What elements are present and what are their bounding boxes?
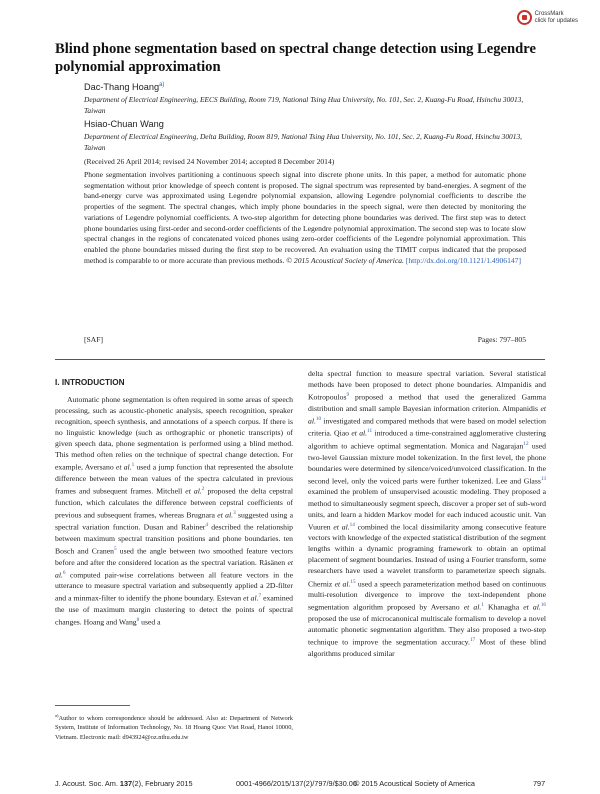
pacs-code: [SAF] [84,335,103,344]
author-1-affiliation: Department of Electrical Engineering, EECS Building, Room 719, National Tsing Hua University, No. 101, Sec. 2, Kuang-Fu Road, Hsinchu 30013, Taiwan [84,95,524,115]
footnote-mark: a) [55,713,59,718]
footer-journal: J. Acoust. Soc. Am. [55,779,118,788]
footer-citation [55,779,193,788]
author-2 [84,119,164,129]
footnote-divider [55,705,130,706]
body-column-left: Automatic phone segmentation is often required in some areas of speech processing, such as acoustic-phonetic analysis, speech recognition, speaker recognition, speech synthesis, and annotations of a speech corpus. If there is no linguistic knowledge (such as orthographic or phonetic transcripts) of given speech data, phone segmentation is performed using a blind method. This method often relies on the technique of spectral change detection. For example, Aversano et al.$^1$ used a jump function that represented the absolute difference between the mean values of the spectra calculated in previous frames and subsequent frames. Mitchell et al.$^2$ proposed the delta cepstral function, which calculates the difference between cepstral coefficients of previous and subsequent frames, whereas Brugnara et al.$^3$ suggested using a spectral variation function. Dusan and Rabiner$^4$ described the relationship between maximum spectral transition positions and phone boundaries. ten Bosch and Cranen$^5$ used the angle between two smoothed feature vectors before and after the considered location as the spectral variation. Räsänen et al.$^6$ computed pair-wise correlations between all feature vectors in the utterance to measure spectral variation and subsequently applied a 2D-filter and a minmax-filter to identify the phone boundary. Estevan et al.$^7$ examined the use of maximum margin clustering to detect the points of spectral changes. Hoang and Wang$^8$ used a [55,395,294,627]
footnote-text: Author to whom correspondence should be addressed. Also at: Department of Network System, Institute of Information Technology, No. 18 Hoang Quoc Viet Road, Hanoi 10000, Vietnam. Electronic mail: d943924@oz.nthu.edu.tw [55,715,293,741]
crossmark-badge[interactable] [517,10,578,25]
footer-page-number: 797 [533,779,546,788]
author-1-footnote-mark[interactable]: a) [159,82,165,88]
author-1-name: Dac-Thang Hoang [84,82,160,93]
paper-title: Blind phone segmentation based on spectral change detection using Legendre polynomial approximation [55,41,536,75]
footer-code: 0001-4966/2015/137(2)/797/9/$30.00 [236,779,357,788]
abstract-copyright: © 2015 Acoustical Society of America. [286,255,404,265]
footer-copyright: © 2015 Acoustical Society of America [354,779,475,788]
footer-volume: 137 [119,779,133,788]
abstract-text: Phone segmentation involves partitioning a continuous speech signal into discrete phone units. In this paper, a method for automatic phone segmentation without prior knowledge of speech content is proposed. The signal spectrum was represented by band-energies. A segment of the band-energy curve was approximated using Legendre polynomial expansion, allowing Legendre polynomial coefficients to describe the properties of the segment. The spectral changes, which imply phone boundaries in the speech signal, were then detected by monitoring the variations of Legendre polynomial coefficients. A two-step algorithm for detecting phone boundaries was derived. The first step was to detect phone boundaries using first-order and second-order coefficients of the Legendre polynomial approximation. The second step was to locate slow spectral changes in the regions of concatenated voiced phones using zero-order coefficients of the Legendre polynomial approximation. This enabled the phone boundaries missed during the first step to be recovered. An evaluation using the TIMIT corpus indicated that the proposed method is comparable to or more accurate than previous methods. [84,170,526,265]
footnote [55,711,293,742]
author-1 [84,82,164,92]
footer-issue: (2), February 2015 [132,779,193,788]
crossmark-icon [517,10,532,25]
body-column-right: delta spectral function to measure spectral variation. Several statistical methods have been proposed to detect phone boundaries. Almpanidis and Kotropoulos$^9$ proposed a method that used the generalized Gamma distribution and small sample Bayesian information criterion. Almpanidis et al.$^{10}$ investigated and compared methods that were based on model selection criteria. Qiao et al.$^{11}$ introduced a time-constrained agglomerative clustering algorithm to achieve optimal segmentation. Monica and Nagarajan$^{12}$ used two-level Gaussian mixture model tokenization. In the first level, the phone boundaries were determined by silence/voiced/unvoiced classification. In the second level, only the voiced parts were further tokenized. Lee and Glass$^{13}$ examined the problem of unsupervised acoustic modeling. They proposed a method to simultaneously segment speech, discover a proper set of sub-word units, and learn a hidden Markov model for each induced acoustic unit. Van Vuuren et al.$^{14}$ combined the local dissimilarity among consecutive feature vectors with knowledge of the expected statistical distribution of the segment lengths within a dynamic programing framework to obtain an optimal placement of segment boundaries. Instead of using a Fourier transform, some researchers have used a wavelet transform to parameterize speech signals. Cherniz et al.$^{15}$ used a speech parameterization method based on continuous multi-resolution divergence to improve the text-independent phone segmentation algorithm proposed by Aversano et al.$^1$ Khanagha et al.$^{16}$ proposed the use of microcanonical multiscale formalism to develop a novel automatic phonetic segmentation algorithm. They also proposed a two-step technique to improve the segmentation accuracy.$^{17}$ Most of these blind algorithms produced similar [308,369,547,658]
received-dates: (Received 26 April 2014; revised 24 November 2014; accepted 8 December 2014) [84,157,335,166]
section-heading: I. INTRODUCTION [55,378,125,387]
crossmark-label: CrossMark [534,11,564,17]
author-2-name: Hsiao-Chuan Wang [84,119,164,129]
section-divider [55,359,545,360]
doi-link[interactable]: [http://dx.doi.org/10.1121/1.4906147] [405,255,521,265]
crossmark-sublabel: click for updates [534,17,578,24]
page-range: Pages: 797–805 [477,335,526,344]
author-2-affiliation: Department of Electrical Engineering, Delta Building, Room 819, National Tsing Hua University, No. 101, Sec. 2, Kuang-Fu Road, Hsinchu 30013, Taiwan [84,132,522,152]
abstract [84,170,526,266]
